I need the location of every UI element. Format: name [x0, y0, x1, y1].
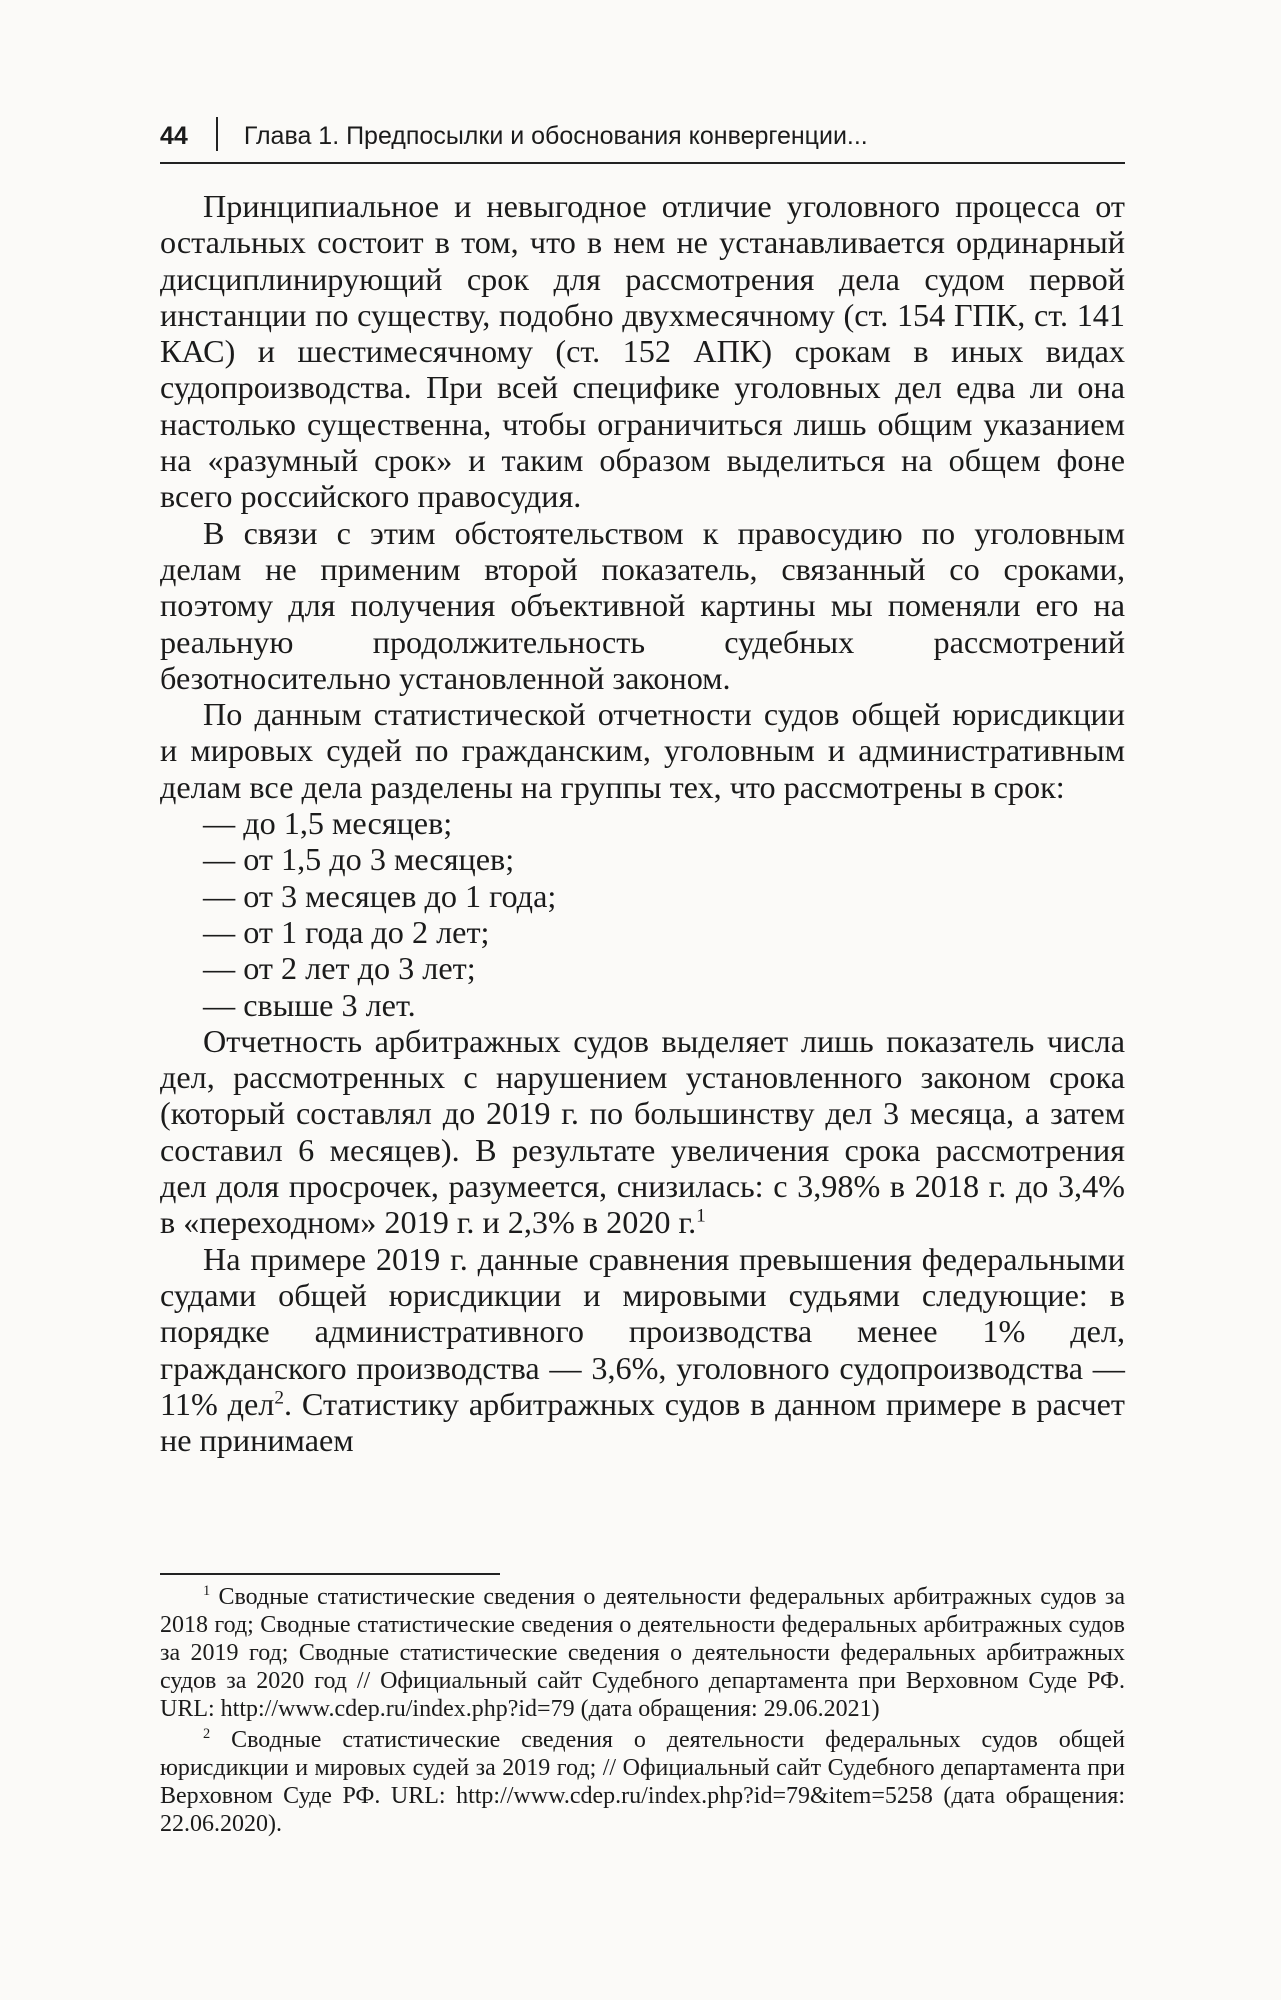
- main-text: [160, 188, 1125, 1458]
- list-item: — от 3 месяцев до 1 года;: [203, 877, 557, 914]
- term-list: [160, 805, 1125, 1023]
- footnote-ref-2: 2: [274, 1387, 285, 1409]
- list-item: — от 1 года до 2 лет;: [203, 913, 490, 950]
- paragraph-5-text-b: . Статистику арбитражных судов в данном примере в расчет не принимаем: [160, 1385, 1125, 1459]
- footnotes: [160, 1583, 1125, 1841]
- header-separator: [216, 117, 218, 151]
- running-header: [160, 117, 1125, 151]
- paragraph-4: [160, 1023, 1125, 1241]
- footnote-marker: 1: [203, 1583, 211, 1599]
- chapter-title: Глава 1. Предпосылки и обоснования конвергенции...: [243, 122, 868, 150]
- footnote-rule: [160, 1573, 500, 1575]
- list-item: — до 1,5 месяцев;: [203, 805, 453, 842]
- footnote-ref-1: 1: [696, 1205, 706, 1227]
- list-item: — от 1,5 до 3 месяцев;: [203, 841, 515, 878]
- header-rule: [160, 162, 1125, 164]
- paragraph-2: В связи с этим обстоятельством к правосудию по уголовным делам не применим второй показатель, связанный со сроками, поэтому для получения объективной картины мы поменяли его на реальную продолжительность судебных рассмотрений безотносительно установленной законом.: [160, 514, 1125, 696]
- list-item: — свыше 3 лет.: [203, 986, 416, 1023]
- paragraph-5-text-a: На примере 2019 г. данные сравнения превышения федеральными судами общей юрисдикции и мировыми судьями следующие: в порядке административного производства менее 1% дел, гражданского производства — 3,6%, уголовного судопроизводства — 11% дел: [160, 1240, 1125, 1422]
- footnote-marker: 2: [203, 1726, 211, 1742]
- paragraph-1: Принципиальное и невыгодное отличие уголовного процесса от остальных состоит в том, что в нем не устанавливается ординарный дисциплинирующий срок для рассмотрения дела судом первой инстанции по существу, подобно двухмесячному (ст. 154 ГПК, ст. 141 КАС) и шестимесячному (ст. 152 АПК) срокам в иных видах судопроизводства. При всей специфике уголовных дел едва ли она настолько существенна, чтобы ограничиться лишь общим указанием на «разумный срок» и таким образом выделиться на общем фоне всего российского правосудия.: [160, 188, 1125, 515]
- page-number: 44: [160, 122, 188, 150]
- paragraph-4-text: Отчетность арбитражных судов выделяет лишь показатель числа дел, рассмотренных с нарушением установленного законом срока (который составлял до 2019 г. по большинству дел 3 месяца, а затем составил 6 месяцев). В результате увеличения срока рассмотрения дел доля просрочек, разумеется, снизилась: с 3,98% в 2018 г. до 3,4% в «переходном» 2019 г. и 2,3% в 2020 г.: [160, 1022, 1125, 1241]
- footnote-1: [160, 1583, 1125, 1723]
- footnote-text: Сводные статистические сведения о деятельности федеральных арбитражных судов за 2018 год; Сводные статистические сведения о деятельности федеральных арбитражных судов за 2019 год; Сводные статистические сведения о деятельности федеральных арбитражных судов за 2020 год // Официальный сайт Судебного департамента при Верховном Суде РФ. URL: http://www.cdep.ru/index.php?id=79 (дата обращения: 29.06.2021): [160, 1584, 1125, 1722]
- paragraph-3: По данным статистической отчетности судов общей юрисдикции и мировых судей по гражданским, уголовным и административным делам все дела разделены на группы тех, что рассмотрены в срок:: [160, 696, 1125, 805]
- footnote-text: Сводные статистические сведения о деятельности федеральных судов общей юрисдикции и мировых судей за 2019 год; // Официальный сайт Судебного департамента при Верховном Суде РФ. URL: http://www.cdep.ru/index.php?id=79&item=5258 (дата обращения: 22.06.2020).: [160, 1727, 1125, 1837]
- paragraph-5: [160, 1241, 1125, 1459]
- footnote-2: [160, 1726, 1125, 1838]
- list-item: — от 2 лет до 3 лет;: [203, 950, 476, 987]
